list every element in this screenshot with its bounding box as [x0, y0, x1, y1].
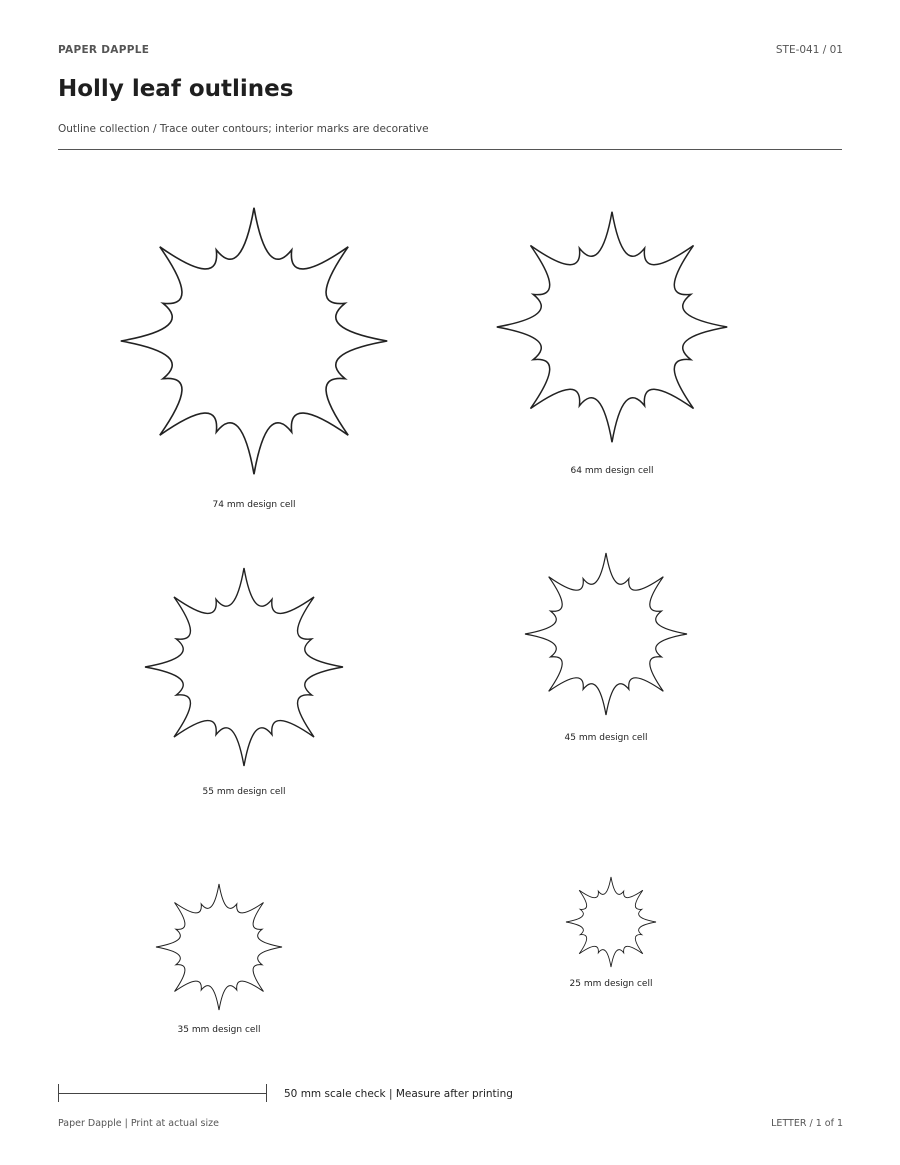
leaf-caption-45mm: 45 mm design cell — [564, 733, 648, 743]
scale-bar-line — [58, 1093, 267, 1094]
scale-bar — [58, 1084, 267, 1102]
leaf-outline-25mm — [566, 877, 656, 967]
leaf-caption-35mm: 35 mm design cell — [177, 1025, 261, 1035]
scale-check-label: 50 mm scale check | Measure after printing — [284, 1088, 513, 1100]
sheet-code: STE-041 / 01 — [775, 44, 843, 56]
leaf-outline-64mm — [497, 212, 727, 442]
leaf-caption-64mm: 64 mm design cell — [570, 466, 654, 476]
scale-bar-end-tick — [266, 1084, 267, 1102]
leaf-outline-74mm — [121, 208, 387, 474]
footer-note: Paper Dapple | Print at actual size — [58, 1118, 219, 1129]
leaf-outline-35mm — [156, 884, 282, 1010]
footer-page-info: LETTER / 1 of 1 — [771, 1118, 843, 1129]
leaf-outline-45mm — [525, 553, 687, 715]
leaf-caption-55mm: 55 mm design cell — [202, 787, 286, 797]
leaf-outline-55mm — [145, 568, 343, 766]
page-title: Holly leaf outlines — [58, 76, 294, 102]
leaf-caption-25mm: 25 mm design cell — [569, 979, 653, 989]
brand-name: PAPER DAPPLE — [58, 44, 150, 56]
scale-bar-start-tick — [58, 1084, 59, 1102]
page-subtitle: Outline collection / Trace outer contours; interior marks are decorative — [58, 123, 429, 135]
leaf-caption-74mm: 74 mm design cell — [212, 500, 296, 510]
